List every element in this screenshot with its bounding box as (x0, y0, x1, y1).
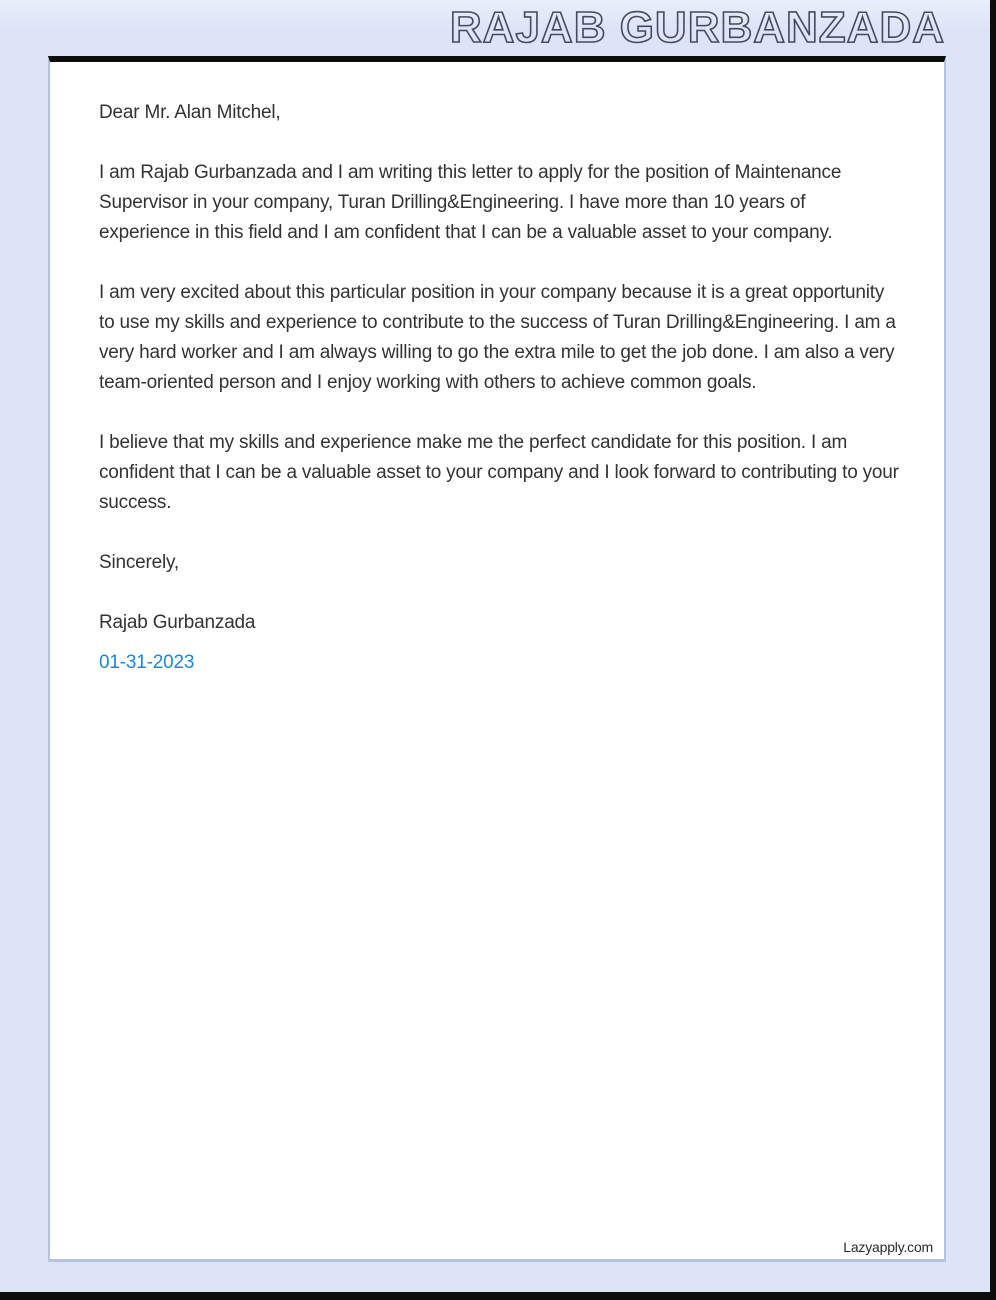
lazyapply-brand-link[interactable]: Lazyapply.com (843, 1239, 933, 1255)
letter-body (99, 98, 899, 708)
letterhead-name: RAJAB GURBANZADA (449, 3, 945, 52)
letter-page (48, 56, 946, 1262)
paragraph-intro: I am Rajab Gurbanzada and I am writing this letter to apply for the position of Maintenance Supervisor in your company, Turan Drilling&Engineering. I have more than 10 years of experience in this field and I am confident that I can be a valuable asset to your company. (99, 162, 842, 243)
greeting-line: Dear Mr. Alan Mitchel, (99, 102, 281, 123)
paragraph-conclusion: I believe that my skills and experience make me the perfect candidate for this position. I am confident that I can be a valuable asset to your company and I look forward to contributing to your success. (99, 432, 899, 513)
closing-line: Sincerely, (99, 552, 180, 573)
paragraph-motivation: I am very excited about this particular position in your company because it is a great opportunity to use my skills and experience to contribute to the success of Turan Drilling&Engineering. I am a very hard worker and I am always willing to go the extra mile to get the job done. I am also a very team-oriented person and I enjoy working with others to achieve common goals. (99, 282, 896, 393)
letter-date-link[interactable]: 01-31-2023 (99, 652, 195, 673)
signature-name: Rajab Gurbanzada (99, 612, 256, 633)
